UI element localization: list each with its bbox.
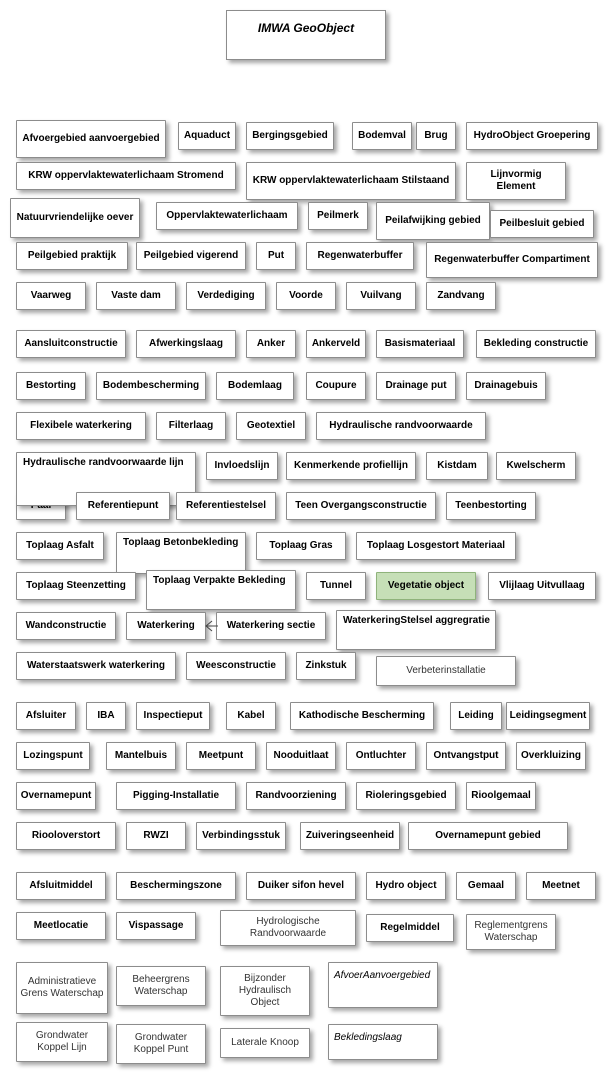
class-box-hydraulische-randvoorwaarde-lijn[interactable]: Hydraulische randvoorwaarde lijn — [16, 452, 196, 506]
class-box-riooloverstort[interactable]: Riooloverstort — [16, 822, 116, 850]
class-box-meetlocatie[interactable]: Meetlocatie — [16, 912, 106, 940]
class-box-voorde[interactable]: Voorde — [276, 282, 336, 310]
class-box-pigging-installatie[interactable]: Pigging-Installatie — [116, 782, 236, 810]
class-box-toplaag-asfalt[interactable]: Toplaag Asfalt — [16, 532, 104, 560]
class-box-zuiveringseenheid[interactable]: Zuiveringseenheid — [300, 822, 400, 850]
class-box-toplaag-verpakte-bekleding[interactable]: Toplaag Verpakte Bekleding — [146, 570, 296, 610]
class-box-teenbestorting[interactable]: Teenbestorting — [446, 492, 536, 520]
class-box-beschermingszone[interactable]: Beschermingszone — [116, 872, 236, 900]
class-box-basismateriaal[interactable]: Basismateriaal — [376, 330, 464, 358]
class-box-peilafwijking-gebied[interactable]: Peilafwijking gebied — [376, 202, 490, 240]
class-box-mantelbuis[interactable]: Mantelbuis — [106, 742, 176, 770]
class-box-laterale-knoop[interactable]: Laterale Knoop — [220, 1028, 310, 1058]
class-box-grondwater-koppel-punt[interactable]: Grondwater Koppel Punt — [116, 1024, 206, 1064]
class-box-afsluiter[interactable]: Afsluiter — [16, 702, 76, 730]
class-box-wandconstructie[interactable]: Wandconstructie — [16, 612, 116, 640]
class-box-iba[interactable]: IBA — [86, 702, 126, 730]
class-box-zinkstuk[interactable]: Zinkstuk — [296, 652, 356, 680]
class-box-vegetatie-object[interactable]: Vegetatie object — [376, 572, 476, 600]
class-box-hydrologische-randvoorwaarde[interactable]: Hydrologische Randvoorwaarde — [220, 910, 356, 946]
class-box-afwerkingslaag[interactable]: Afwerkingslaag — [136, 330, 236, 358]
class-box-aquaduct[interactable]: Aquaduct — [178, 122, 236, 150]
class-box-peilgebied-praktijk[interactable]: Peilgebied praktijk — [16, 242, 128, 270]
class-box-bestorting[interactable]: Bestorting — [16, 372, 86, 400]
class-box-verbeterinstallatie[interactable]: Verbeterinstallatie — [376, 656, 516, 686]
class-box-regenwaterbuffer[interactable]: Regenwaterbuffer — [306, 242, 414, 270]
diagram-title: IMWA GeoObject — [226, 10, 386, 60]
class-box-filterlaag[interactable]: Filterlaag — [156, 412, 226, 440]
class-box-waterkering[interactable]: Waterkering — [126, 612, 206, 640]
class-box-kabel[interactable]: Kabel — [226, 702, 276, 730]
class-box-peilbesluit-gebied[interactable]: Peilbesluit gebied — [490, 210, 594, 238]
class-box-kwelscherm[interactable]: Kwelscherm — [496, 452, 576, 480]
class-box-overnamepunt[interactable]: Overnamepunt — [16, 782, 96, 810]
class-box-ankerveld[interactable]: Ankerveld — [306, 330, 366, 358]
class-box-hydroobject-groepering[interactable]: HydroObject Groepering — [466, 122, 598, 150]
class-box-referentiepunt[interactable]: Referentiepunt — [76, 492, 170, 520]
class-box-kathodische-bescherming[interactable]: Kathodische Bescherming — [290, 702, 434, 730]
class-box-weesconstructie[interactable]: Weesconstructie — [186, 652, 286, 680]
class-box-meetnet[interactable]: Meetnet — [526, 872, 596, 900]
class-box-vlijlaag-uitvullaag[interactable]: Vlijlaag Uitvullaag — [488, 572, 596, 600]
class-box-waterkering-sectie[interactable]: Waterkering sectie — [216, 612, 326, 640]
class-box-rioolgemaal[interactable]: Rioolgemaal — [466, 782, 536, 810]
class-box-vuilvang[interactable]: Vuilvang — [346, 282, 416, 310]
class-box-toplaag-steenzetting[interactable]: Toplaag Steenzetting — [16, 572, 136, 600]
class-box-vaste-dam[interactable]: Vaste dam — [96, 282, 176, 310]
class-box-natuurvriendelijke-oever[interactable]: Natuurvriendelijke oever — [10, 198, 140, 238]
class-box-lozingspunt[interactable]: Lozingspunt — [16, 742, 90, 770]
class-box-aansluitconstructie[interactable]: Aansluitconstructie — [16, 330, 126, 358]
class-box-waterstaatswerk-waterkering[interactable]: Waterstaatswerk waterkering — [16, 652, 176, 680]
class-box-bodemlaag[interactable]: Bodemlaag — [216, 372, 294, 400]
class-box-rioleringsgebied[interactable]: Rioleringsgebied — [356, 782, 456, 810]
class-box-kistdam[interactable]: Kistdam — [426, 452, 488, 480]
class-box-flexibele-waterkering[interactable]: Flexibele waterkering — [16, 412, 146, 440]
class-box-rwzi[interactable]: RWZI — [126, 822, 186, 850]
class-box-grondwater-koppel-lijn[interactable]: Grondwater Koppel Lijn — [16, 1022, 108, 1062]
class-box-oppervlaktewaterlichaam[interactable]: Oppervlaktewaterlichaam — [156, 202, 298, 230]
class-box-regelmiddel[interactable]: Regelmiddel — [366, 914, 454, 942]
class-box-duiker-sifon-hevel[interactable]: Duiker sifon hevel — [246, 872, 356, 900]
class-box-gemaal[interactable]: Gemaal — [456, 872, 516, 900]
class-box-randvoorziening[interactable]: Randvoorziening — [246, 782, 346, 810]
class-box-inspectieput[interactable]: Inspectieput — [136, 702, 210, 730]
class-box-bodembescherming[interactable]: Bodembescherming — [96, 372, 206, 400]
class-box-leiding[interactable]: Leiding — [450, 702, 502, 730]
class-box-reglementgrens-waterschap[interactable]: Reglementgrens Waterschap — [466, 914, 556, 950]
class-box-peilgebied-vigerend[interactable]: Peilgebied vigerend — [136, 242, 246, 270]
class-box-afvoergebied-aanvoergebied[interactable]: Afvoergebied aanvoergebied — [16, 120, 166, 158]
class-box-afsluitmiddel[interactable]: Afsluitmiddel — [16, 872, 106, 900]
class-box-bekledingslaag[interactable]: Bekledingslaag — [328, 1024, 438, 1060]
class-box-bodemval[interactable]: Bodemval — [352, 122, 412, 150]
class-box-ontluchter[interactable]: Ontluchter — [346, 742, 416, 770]
class-box-bijzonder-hydraulisch-object[interactable]: Bijzonder Hydraulisch Object — [220, 966, 310, 1016]
class-box-put[interactable]: Put — [256, 242, 296, 270]
class-box-drainage-put[interactable]: Drainage put — [376, 372, 456, 400]
class-box-regenwaterbuffer-compartiment[interactable]: Regenwaterbuffer Compartiment — [426, 242, 598, 278]
class-box-kenmerkende-profiellijn[interactable]: Kenmerkende profiellijn — [286, 452, 416, 480]
class-box-overkluizing[interactable]: Overkluizing — [516, 742, 586, 770]
class-box-teen-overgangsconstructie[interactable]: Teen Overgangsconstructie — [286, 492, 436, 520]
class-box-vispassage[interactable]: Vispassage — [116, 912, 196, 940]
class-box-meetpunt[interactable]: Meetpunt — [186, 742, 256, 770]
class-box-krw-oppervlaktewaterlichaam-stromend[interactable]: KRW oppervlaktewaterlichaam Stromend — [16, 162, 236, 190]
class-box-verdediging[interactable]: Verdediging — [186, 282, 266, 310]
class-box-beheergrens-waterschap[interactable]: Beheergrens Waterschap — [116, 966, 206, 1006]
class-box-toplaag-gras[interactable]: Toplaag Gras — [256, 532, 346, 560]
class-box-bergingsgebied[interactable]: Bergingsgebied — [246, 122, 334, 150]
class-box-bekleding-constructie[interactable]: Bekleding constructie — [476, 330, 596, 358]
class-box-vaarweg[interactable]: Vaarweg — [16, 282, 86, 310]
class-box-drainagebuis[interactable]: Drainagebuis — [466, 372, 546, 400]
class-box-lijnvormig-element[interactable]: Lijnvormig Element — [466, 162, 566, 200]
class-box-toplaag-losgestort-materiaal[interactable]: Toplaag Losgestort Materiaal — [356, 532, 516, 560]
class-box-coupure[interactable]: Coupure — [306, 372, 366, 400]
class-box-waterkeringstelsel-aggregratie[interactable]: WaterkeringStelsel aggregratie — [336, 610, 496, 650]
class-box-hydraulische-randvoorwaarde[interactable]: Hydraulische randvoorwaarde — [316, 412, 486, 440]
class-box-referentiestelsel[interactable]: Referentiestelsel — [176, 492, 276, 520]
class-box-ontvangstput[interactable]: Ontvangstput — [426, 742, 506, 770]
class-box-nooduitlaat[interactable]: Nooduitlaat — [266, 742, 336, 770]
class-box-hydro-object[interactable]: Hydro object — [366, 872, 446, 900]
class-box-peilmerk[interactable]: Peilmerk — [308, 202, 368, 230]
class-box-toplaag-betonbekleding[interactable]: Toplaag Betonbekleding — [116, 532, 246, 574]
class-box-administratieve-grens-waterschap[interactable]: Administratieve Grens Waterschap — [16, 962, 108, 1014]
class-box-afvoeraanvoergebied[interactable]: AfvoerAanvoergebied — [328, 962, 438, 1008]
class-box-krw-oppervlaktewaterlichaam-stilstaand[interactable]: KRW oppervlaktewaterlichaam Stilstaand — [246, 162, 456, 200]
class-box-brug[interactable]: Brug — [416, 122, 456, 150]
class-box-zandvang[interactable]: Zandvang — [426, 282, 496, 310]
class-box-tunnel[interactable]: Tunnel — [306, 572, 366, 600]
class-box-geotextiel[interactable]: Geotextiel — [236, 412, 306, 440]
class-box-anker[interactable]: Anker — [246, 330, 296, 358]
class-box-verbindingsstuk[interactable]: Verbindingsstuk — [196, 822, 286, 850]
class-box-overnamepunt-gebied[interactable]: Overnamepunt gebied — [408, 822, 568, 850]
class-box-leidingsegment[interactable]: Leidingsegment — [506, 702, 590, 730]
class-box-invloedslijn[interactable]: Invloedslijn — [206, 452, 278, 480]
